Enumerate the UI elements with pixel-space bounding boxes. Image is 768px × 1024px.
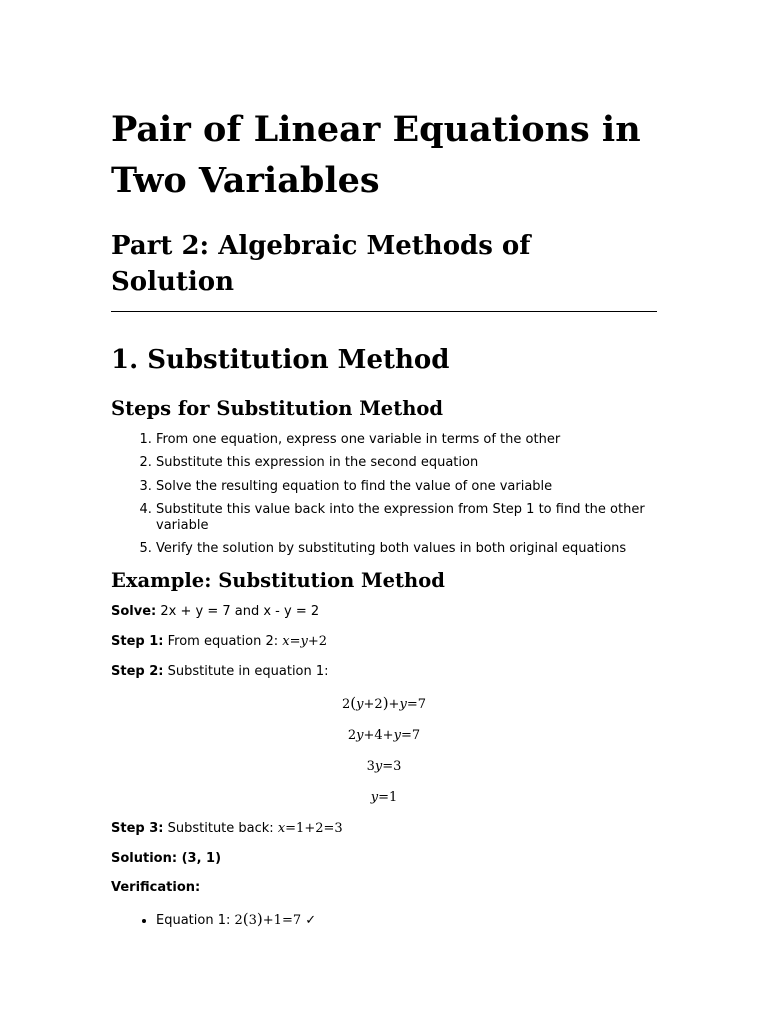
step1-equation: x=y+2 [282,634,328,650]
verification-equation: 2(3)+1=7 ✓ [234,910,317,929]
verification-item-label: Equation 1: [156,913,235,929]
solve-text: 2x + y = 7 and x - y = 2 [156,604,320,620]
section-title: 1. Substitution Method [111,345,450,375]
section-divider [111,311,657,312]
document-title: Pair of Linear Equations in Two Variables [111,109,641,201]
equation-line-2: 2y+4+y=7 [347,728,421,744]
solve-line [111,604,657,620]
step-item: 5. Verify the solution by substituting both values in both original equations [156,541,657,557]
part-title: Part 2: Algebraic Methods of Solution [111,231,531,297]
step1-line [111,634,657,650]
solution-line [111,851,657,867]
step2-text: Substitute in equation 1: [163,664,329,680]
solution-text: Solution: (3, 1) [111,851,222,867]
verification-label: Verification: [111,880,201,896]
verification-line [111,880,657,896]
steps-heading: Steps for Substitution Method [111,397,444,420]
verification-item [156,911,657,929]
step3-label: Step 3: [111,821,164,837]
example-heading: Example: Substitution Method [111,569,445,593]
step-item: 4. Substitute this value back into the expression from Step 1 to find the other variable [156,502,657,534]
step3-equation: x=1+2=3 [277,821,343,837]
step-item: 3. Solve the resulting equation to find the value of one variable [156,479,657,495]
equation-line-4: y=1 [370,790,398,806]
step2-line [111,664,657,680]
equation-line-3: 3y=3 [366,759,402,775]
step2-label: Step 2: [111,664,164,680]
verification-list [111,911,657,929]
step-item: 2. Substitute this expression in the second equation [156,455,657,471]
step1-label: Step 1: [111,634,164,650]
checkmark-icon: ✓ [305,913,317,929]
step3-line [111,821,657,837]
equation-line-1: 2(y+2)+y=7 [342,694,426,713]
solve-label: Solve: [111,604,157,620]
document-content [111,104,657,929]
steps-list [111,432,657,557]
step3-text: Substitute back: [163,821,278,837]
step-item: 1. From one equation, express one variable in terms of the other [156,432,657,448]
step1-text: From equation 2: [163,634,283,650]
